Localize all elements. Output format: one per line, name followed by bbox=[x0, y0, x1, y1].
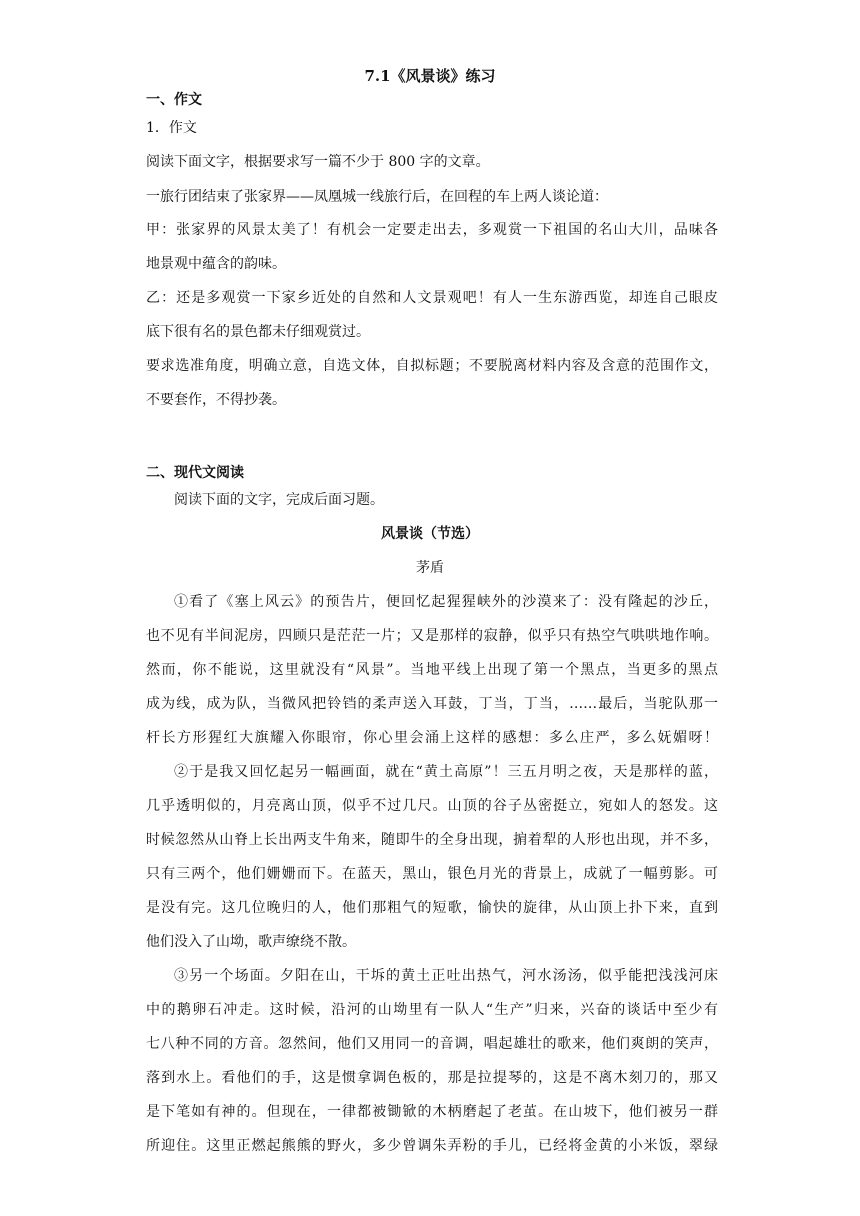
article-line: 只有三两个，他们姗姗而下。在蓝天，黑山，银色月光的背景上，成就了一幅剪影。可 bbox=[146, 866, 718, 882]
article-line: 落到水上。看他们的手，这是惯拿调色板的，那是拉提琴的，这是不离木刻刀的，那又 bbox=[146, 1070, 718, 1086]
article-line: ①看了《塞上风云》的预告片，便回忆起猩猩峡外的沙漠来了：没有隆起的沙丘， bbox=[174, 594, 718, 610]
paragraph-line: 地景观中蕴含的韵味。 bbox=[146, 256, 286, 272]
article-line: 时候忽然从山脊上长出两支牛角来，随即牛的全身出现，掮着犁的人形也出现，并不多， bbox=[146, 832, 718, 848]
paragraph-line: 阅读下面文字，根据要求写一篇不少于 800 字的文章。 bbox=[146, 154, 490, 170]
paragraph-line: 不要套作，不得抄袭。 bbox=[146, 392, 286, 408]
question-label: 1．作文 bbox=[146, 120, 197, 136]
article-line: 七八种不同的方音。忽然间，他们又用同一的音调，唱起雄壮的歌来，他们爽朗的笑声， bbox=[146, 1036, 718, 1052]
article-line: 杆长方形猩红大旗耀入你眼帘，你心里会涌上这样的感想：多么庄严，多么妩媚呀！ bbox=[146, 730, 718, 746]
article-line: 是下笔如有神的。但现在，一律都被锄锨的木柄磨起了老茧。在山坡下，他们被另一群 bbox=[146, 1104, 718, 1120]
section-heading-composition: 一、作文 bbox=[146, 92, 202, 108]
article-line: ③另一个场面。夕阳在山，干坼的黄土正吐出热气，河水汤汤，似乎能把浅浅河床 bbox=[174, 968, 718, 984]
article-line: 然而，你不能说，这里就没有“风景”。当地平线上出现了第一个黑点，当更多的黑点 bbox=[146, 662, 718, 678]
article-line: 所迎住。这里正燃起熊熊的野火，多少曾调朱弄粉的手儿，已经将金黄的小米饭，翠绿 bbox=[146, 1138, 718, 1154]
article-line: ②于是我又回忆起另一幅画面，就在“黄土高原”！三五月明之夜，天是那样的蓝， bbox=[174, 764, 718, 780]
paragraph-line: 一旅行团结束了张家界——凤凰城一线旅行后，在回程的车上两人谈论道： bbox=[146, 189, 608, 205]
reading-instruction: 阅读下面的文字，完成后面习题。 bbox=[174, 492, 384, 508]
paragraph-line: 甲：张家界的风景太美了！有机会一定要走出去，多观赏一下祖国的名山大川，品味各 bbox=[146, 222, 718, 238]
article-line: 他们没入了山坳，歌声缭绕不散。 bbox=[146, 934, 356, 950]
paragraph-line: 底下很有名的景色都未仔细观赏过。 bbox=[146, 324, 370, 340]
article-line: 成为线，成为队，当微风把铃铛的柔声送入耳鼓，丁当，丁当，……最后，当驼队那一 bbox=[146, 696, 718, 712]
article-author: 茅盾 bbox=[416, 560, 444, 576]
article-line: 也不见有半间泥房，四顾只是茫茫一片；又是那样的寂静，似乎只有热空气哄哄地作响。 bbox=[146, 628, 718, 644]
section-heading-reading: 二、现代文阅读 bbox=[146, 465, 244, 481]
article-line: 中的鹅卵石冲走。这时候，沿河的山坳里有一队人“生产”归来，兴奋的谈话中至少有 bbox=[146, 1002, 718, 1018]
page-title: 7.1《风景谈》练习 bbox=[364, 67, 496, 85]
paragraph-line: 要求选准角度，明确立意，自选文体，自拟标题；不要脱离材料内容及含意的范围作文， bbox=[146, 358, 718, 374]
article-line: 几乎透明似的，月亮离山顶，似乎不过几尺。山顶的谷子丛密挺立，宛如人的怒发。这 bbox=[146, 798, 718, 814]
paragraph-line: 乙：还是多观赏一下家乡近处的自然和人文景观吧！有人一生东游西览，却连自己眼皮 bbox=[146, 290, 718, 306]
article-title: 风景谈（节选） bbox=[381, 526, 479, 542]
article-line: 是没有完。这几位晚归的人，他们那粗气的短歌，愉快的旋律，从山顶上扑下来，直到 bbox=[146, 900, 718, 916]
